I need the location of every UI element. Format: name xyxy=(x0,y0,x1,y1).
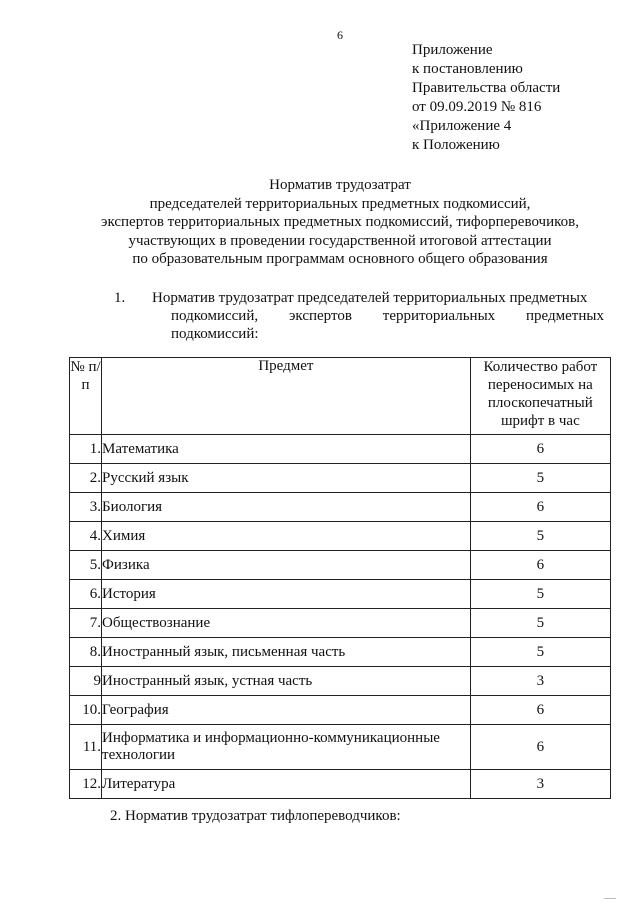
row-count: 6 xyxy=(470,725,610,770)
table-row xyxy=(70,609,611,638)
scan-edge-mark xyxy=(604,898,616,899)
title-line: председателей территориальных предметных подкомиссий, xyxy=(149,195,531,212)
row-number: 7. xyxy=(70,609,102,638)
section-2-heading: 2. Норматив трудозатрат тифлопереводчиков: xyxy=(110,808,401,824)
row-count: 6 xyxy=(470,551,610,580)
row-number: 2. xyxy=(70,464,102,493)
table-row xyxy=(70,725,611,770)
title-line: Норматив трудозатрат xyxy=(269,177,411,193)
section-1-word: экспертов xyxy=(288,308,352,324)
annex-line: к постановлению xyxy=(412,61,523,77)
document-title xyxy=(0,176,640,269)
table-row xyxy=(70,667,611,696)
row-subject: Математика xyxy=(102,435,471,464)
row-subject: Биология xyxy=(102,493,471,522)
row-count: 6 xyxy=(470,493,610,522)
row-number: 11. xyxy=(70,725,102,770)
table-row xyxy=(70,580,611,609)
row-number: 3. xyxy=(70,493,102,522)
table-row xyxy=(70,522,611,551)
row-count: 5 xyxy=(470,580,610,609)
section-1-line-1: Норматив трудозатрат председателей территориальных предметных xyxy=(152,290,588,306)
row-subject: Иностранный язык, письменная часть xyxy=(102,638,471,667)
annex-line: к Положению xyxy=(412,137,500,153)
row-count: 3 xyxy=(470,667,610,696)
table-row xyxy=(70,696,611,725)
header-subject: Предмет xyxy=(102,358,471,435)
header-count: Количество работ переносимых на плоскопечатный шрифт в час xyxy=(470,358,610,435)
annex-block xyxy=(412,41,560,155)
table-header-row xyxy=(70,358,611,435)
row-subject: Информатика и информационно-коммуникационные технологии xyxy=(102,725,471,770)
section-1-number: 1. xyxy=(114,290,126,306)
row-number: 9 xyxy=(70,667,102,696)
row-count: 5 xyxy=(470,522,610,551)
row-subject: Литература xyxy=(102,770,471,799)
row-number: 8. xyxy=(70,638,102,667)
row-count: 3 xyxy=(470,770,610,799)
annex-line: Приложение xyxy=(412,42,493,58)
row-number: 4. xyxy=(70,522,102,551)
row-count: 5 xyxy=(470,638,610,667)
row-count: 5 xyxy=(470,609,610,638)
section-1-line-2 xyxy=(171,307,604,326)
annex-line: от 09.09.2019 № 816 xyxy=(412,99,542,115)
annex-line: Правительства области xyxy=(412,80,561,96)
row-number: 5. xyxy=(70,551,102,580)
row-count: 5 xyxy=(470,464,610,493)
header-number: № п/п xyxy=(70,358,102,435)
table-row xyxy=(70,551,611,580)
title-line: по образовательным программам основного общего образования xyxy=(132,251,548,267)
section-1-word: предметных xyxy=(526,308,604,324)
section-1-word: территориальных xyxy=(382,308,496,324)
table-row xyxy=(70,435,611,464)
title-line: экспертов территориальных предметных подкомиссий, тифорперевочиков, xyxy=(101,214,579,230)
title-line: участвующих в проведении государственной итоговой аттестации xyxy=(128,232,552,249)
table-row xyxy=(70,770,611,799)
row-subject: Физика xyxy=(102,551,471,580)
row-subject: Русский язык xyxy=(102,464,471,493)
table-row xyxy=(70,493,611,522)
table-row xyxy=(70,638,611,667)
section-1-word: подкомиссий, xyxy=(171,308,259,324)
row-count: 6 xyxy=(470,696,610,725)
row-subject: Химия xyxy=(102,522,471,551)
page-number: 6 xyxy=(337,28,343,42)
table-row xyxy=(70,464,611,493)
row-number: 1. xyxy=(70,435,102,464)
row-subject: География xyxy=(102,696,471,725)
row-subject: Иностранный язык, устная часть xyxy=(102,667,471,696)
row-number: 10. xyxy=(70,696,102,725)
row-number: 12. xyxy=(70,770,102,799)
row-number: 6. xyxy=(70,580,102,609)
row-count: 6 xyxy=(470,435,610,464)
section-1-line-3: подкомиссий: xyxy=(171,326,259,342)
annex-line: «Приложение 4 xyxy=(412,118,512,134)
norm-table xyxy=(69,357,611,799)
row-subject: История xyxy=(102,580,471,609)
row-subject: Обществознание xyxy=(102,609,471,638)
